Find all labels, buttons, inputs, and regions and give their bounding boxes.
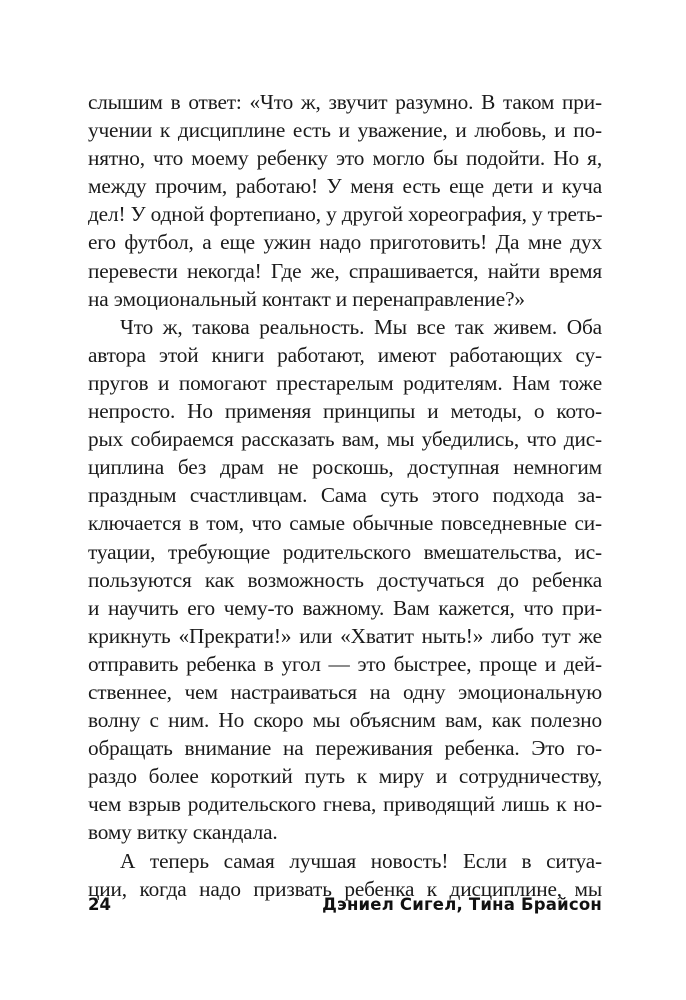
text-line: чем взрыв родительского гнева, приводящий лишь к но- xyxy=(88,792,602,817)
text-line: его футбол, а еще ужин надо приготовить! Да мне дух xyxy=(88,230,602,255)
text-line: вому витку скандала. xyxy=(88,820,278,845)
text-line: непросто. Но применяя принципы и методы, о кото- xyxy=(88,399,602,424)
page-footer xyxy=(88,895,602,921)
text-line: и научить его чему-то важному. Вам кажется, что при- xyxy=(88,595,602,620)
text-line: рых собираемся рассказать вам, мы убедились, что дис- xyxy=(88,427,602,452)
text-line: пользуются как возможность достучаться до ребенка xyxy=(88,567,602,592)
text-line: перевести некогда! Где же, спрашивается, найти время xyxy=(88,258,602,283)
text-line: дел! У одной фортепиано, у другой хореография, у треть- xyxy=(88,202,603,227)
text-line: ключается в том, что самые обычные повседневные си- xyxy=(88,511,602,536)
text-line: между прочим, работаю! У меня есть еще дети и куча xyxy=(88,174,602,199)
text-line: волну с ним. Но скоро мы объясним вам, как полезно xyxy=(88,708,602,733)
text-line: ственнее, чем настраиваться на одну эмоциональную xyxy=(88,679,602,704)
body-text xyxy=(88,88,602,903)
text-line: циплина без драм не роскошь, доступная немногим xyxy=(88,455,602,480)
text-line: слышим в ответ: «Что ж, звучит разумно. В таком при- xyxy=(88,90,602,114)
text-line: нятно, что моему ребенку это могло бы подойти. Но я, xyxy=(88,146,602,171)
page-number: 24 xyxy=(88,895,111,914)
text-line: раздо более короткий путь к миру и сотрудничеству, xyxy=(88,764,602,789)
text-line: автора этой книги работают, имеют работающих су- xyxy=(88,342,602,367)
text-line-paragraph-start: А теперь самая лучшая новость! Если в ситуа- xyxy=(120,848,602,873)
text-line: праздным счастливцам. Сама суть этого подхода за- xyxy=(88,483,602,508)
text-line: туации, требующие родительского вмешательства, ис- xyxy=(88,539,602,564)
text-line: обращать внимание на переживания ребенка. Это го- xyxy=(88,736,602,761)
text-line: ции, когда надо призвать ребенка к дисциплине, мы xyxy=(88,876,602,901)
running-footer-authors: Дэниел Сигел, Тина Брайсон xyxy=(322,895,602,914)
text-line: на эмоциональный контакт и перенаправление?» xyxy=(88,286,525,311)
text-line: крикнуть «Прекрати!» или «Хватит ныть!» либо тут же xyxy=(88,623,602,648)
text-line: отправить ребенка в угол — это быстрее, проще и дей- xyxy=(88,651,602,676)
text-line: учении к дисциплине есть и уважение, и любовь, и по- xyxy=(88,118,602,143)
text-line: пругов и помогают престарелым родителям. Нам тоже xyxy=(88,370,602,395)
text-line-paragraph-start: Что ж, такова реальность. Мы все так живем. Оба xyxy=(120,314,602,339)
